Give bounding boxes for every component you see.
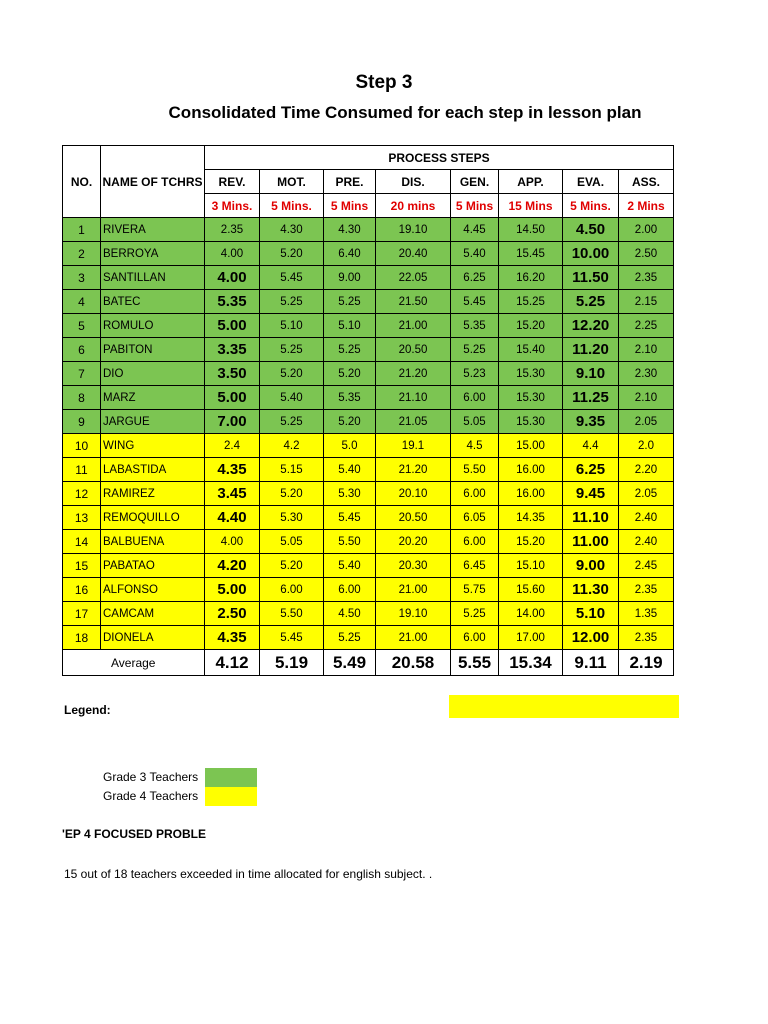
row-number: 2: [63, 242, 101, 266]
time-value: 5.25: [324, 338, 376, 362]
problem-statement: 15 out of 18 teachers exceeded in time allocated for english subject. .: [64, 867, 433, 881]
time-value: 4.00: [205, 266, 260, 290]
time-value: 21.20: [376, 362, 451, 386]
time-value: 2.30: [619, 362, 674, 386]
table-row: [63, 386, 674, 410]
step-header: ASS.: [619, 170, 674, 194]
time-value: 4.45: [451, 218, 499, 242]
time-value: 2.35: [619, 266, 674, 290]
time-value: 14.00: [499, 602, 563, 626]
teacher-name: ROMULO: [101, 314, 205, 338]
time-value: 5.50: [451, 458, 499, 482]
time-value: 5.25: [451, 338, 499, 362]
row-number: 8: [63, 386, 101, 410]
time-value: 15.20: [499, 314, 563, 338]
time-value: 4.5: [451, 434, 499, 458]
legend-label: Legend:: [64, 703, 111, 717]
table-row: [63, 314, 674, 338]
time-value: 21.50: [376, 290, 451, 314]
table-row: [63, 434, 674, 458]
step-header: MOT.: [260, 170, 324, 194]
time-value: 6.00: [260, 578, 324, 602]
time-value: 2.05: [619, 410, 674, 434]
time-value: 2.40: [619, 530, 674, 554]
step-header: REV.: [205, 170, 260, 194]
time-value: 15.40: [499, 338, 563, 362]
time-value: 5.50: [260, 602, 324, 626]
time-value: 5.25: [451, 602, 499, 626]
time-value: 4.2: [260, 434, 324, 458]
time-value: 5.10: [563, 602, 619, 626]
time-value: 2.00: [619, 218, 674, 242]
time-value: 15.00: [499, 434, 563, 458]
teacher-name: REMOQUILLO: [101, 506, 205, 530]
time-value: 4.35: [205, 626, 260, 650]
teacher-name: SANTILLAN: [101, 266, 205, 290]
time-value: 15.30: [499, 410, 563, 434]
time-consumed-table: [62, 145, 674, 676]
time-value: 5.40: [324, 458, 376, 482]
row-number: 1: [63, 218, 101, 242]
no-column-header: NO.: [63, 146, 101, 218]
teacher-name: BATEC: [101, 290, 205, 314]
time-value: 6.45: [451, 554, 499, 578]
table-row: [63, 554, 674, 578]
table-row: [63, 602, 674, 626]
time-value: 19.10: [376, 602, 451, 626]
time-value: 21.00: [376, 578, 451, 602]
time-value: 6.00: [324, 578, 376, 602]
average-value: 5.55: [451, 650, 499, 676]
time-value: 5.00: [205, 314, 260, 338]
time-value: 11.30: [563, 578, 619, 602]
time-value: 5.20: [260, 242, 324, 266]
average-label: Average: [63, 650, 205, 676]
time-value: 22.05: [376, 266, 451, 290]
time-value: 14.50: [499, 218, 563, 242]
time-value: 5.05: [451, 410, 499, 434]
row-number: 14: [63, 530, 101, 554]
time-value: 7.00: [205, 410, 260, 434]
time-value: 5.10: [260, 314, 324, 338]
row-number: 18: [63, 626, 101, 650]
time-value: 21.20: [376, 458, 451, 482]
time-value: 15.30: [499, 386, 563, 410]
allotted-time: 2 Mins: [619, 194, 674, 218]
average-value: 2.19: [619, 650, 674, 676]
table-row: [63, 626, 674, 650]
time-value: 21.05: [376, 410, 451, 434]
allotted-time: 5 Mins: [451, 194, 499, 218]
row-number: 11: [63, 458, 101, 482]
time-value: 2.50: [619, 242, 674, 266]
row-number: 4: [63, 290, 101, 314]
time-value: 5.45: [260, 266, 324, 290]
time-value: 5.35: [451, 314, 499, 338]
row-number: 15: [63, 554, 101, 578]
average-value: 20.58: [376, 650, 451, 676]
row-number: 6: [63, 338, 101, 362]
time-value: 16.00: [499, 482, 563, 506]
time-value: 2.10: [619, 338, 674, 362]
time-value: 20.50: [376, 338, 451, 362]
table-row: [63, 578, 674, 602]
time-value: 5.15: [260, 458, 324, 482]
yellow-highlight-bar: [449, 695, 679, 718]
teacher-name: PABATAO: [101, 554, 205, 578]
allotted-time: 5 Mins.: [260, 194, 324, 218]
time-value: 9.00: [324, 266, 376, 290]
time-value: 15.10: [499, 554, 563, 578]
time-value: 5.40: [451, 242, 499, 266]
table-row: [63, 290, 674, 314]
time-value: 4.20: [205, 554, 260, 578]
time-value: 5.23: [451, 362, 499, 386]
focus-heading: 'EP 4 FOCUSED PROBLE: [62, 827, 206, 841]
time-value: 5.0: [324, 434, 376, 458]
teacher-name: WING: [101, 434, 205, 458]
time-value: 12.20: [563, 314, 619, 338]
teacher-name: JARGUE: [101, 410, 205, 434]
time-value: 5.20: [260, 554, 324, 578]
time-value: 5.50: [324, 530, 376, 554]
time-value: 5.20: [260, 482, 324, 506]
time-value: 2.45: [619, 554, 674, 578]
time-value: 2.20: [619, 458, 674, 482]
teacher-name: DIONELA: [101, 626, 205, 650]
time-value: 14.35: [499, 506, 563, 530]
average-row: [63, 650, 674, 676]
time-value: 6.00: [451, 386, 499, 410]
time-value: 19.10: [376, 218, 451, 242]
table-row: [63, 458, 674, 482]
time-value: 2.35: [619, 578, 674, 602]
time-value: 21.00: [376, 314, 451, 338]
time-value: 5.10: [324, 314, 376, 338]
time-value: 15.60: [499, 578, 563, 602]
time-value: 5.75: [451, 578, 499, 602]
time-value: 4.40: [205, 506, 260, 530]
time-value: 3.45: [205, 482, 260, 506]
time-value: 21.10: [376, 386, 451, 410]
allotted-time: 15 Mins: [499, 194, 563, 218]
time-value: 5.35: [324, 386, 376, 410]
time-value: 16.20: [499, 266, 563, 290]
time-value: 5.45: [324, 506, 376, 530]
table-row: [63, 338, 674, 362]
time-value: 4.50: [324, 602, 376, 626]
page-title: Step 3: [355, 72, 413, 93]
row-number: 5: [63, 314, 101, 338]
row-number: 9: [63, 410, 101, 434]
time-value: 5.00: [205, 578, 260, 602]
time-value: 2.25: [619, 314, 674, 338]
teacher-name: LABASTIDA: [101, 458, 205, 482]
legend-grade4-label: Grade 4 Teachers: [103, 789, 199, 803]
time-value: 5.05: [260, 530, 324, 554]
average-value: 15.34: [499, 650, 563, 676]
time-value: 5.45: [451, 290, 499, 314]
time-value: 17.00: [499, 626, 563, 650]
time-value: 5.25: [260, 338, 324, 362]
table-row: [63, 530, 674, 554]
time-value: 5.20: [324, 362, 376, 386]
row-number: 10: [63, 434, 101, 458]
time-value: 6.25: [451, 266, 499, 290]
time-value: 16.00: [499, 458, 563, 482]
time-value: 5.25: [260, 290, 324, 314]
table-row: [63, 506, 674, 530]
time-value: 2.10: [619, 386, 674, 410]
teacher-name: CAMCAM: [101, 602, 205, 626]
teacher-name: MARZ: [101, 386, 205, 410]
average-value: 4.12: [205, 650, 260, 676]
time-value: 11.50: [563, 266, 619, 290]
average-value: 5.19: [260, 650, 324, 676]
teacher-name: RIVERA: [101, 218, 205, 242]
time-value: 5.25: [324, 626, 376, 650]
row-number: 12: [63, 482, 101, 506]
step-header: EVA.: [563, 170, 619, 194]
time-value: 20.40: [376, 242, 451, 266]
time-value: 6.00: [451, 626, 499, 650]
time-value: 4.00: [205, 530, 260, 554]
time-value: 20.50: [376, 506, 451, 530]
table-row: [63, 410, 674, 434]
time-value: 5.20: [324, 410, 376, 434]
time-value: 5.35: [205, 290, 260, 314]
time-value: 2.05: [619, 482, 674, 506]
step-header: DIS.: [376, 170, 451, 194]
legend-grade3-label: Grade 3 Teachers: [103, 770, 199, 784]
time-value: 2.35: [205, 218, 260, 242]
time-value: 4.4: [563, 434, 619, 458]
time-value: 3.50: [205, 362, 260, 386]
allotted-time: 20 mins: [376, 194, 451, 218]
time-value: 4.30: [260, 218, 324, 242]
step-header: PRE.: [324, 170, 376, 194]
time-value: 5.40: [260, 386, 324, 410]
time-value: 4.30: [324, 218, 376, 242]
time-value: 9.10: [563, 362, 619, 386]
time-value: 5.25: [563, 290, 619, 314]
legend-grade4-swatch: [205, 787, 257, 806]
time-value: 4.50: [563, 218, 619, 242]
process-steps-header: PROCESS STEPS: [205, 146, 674, 170]
teacher-name: ALFONSO: [101, 578, 205, 602]
teacher-name: DIO: [101, 362, 205, 386]
time-value: 9.35: [563, 410, 619, 434]
time-value: 11.10: [563, 506, 619, 530]
time-value: 21.00: [376, 626, 451, 650]
time-value: 9.45: [563, 482, 619, 506]
time-value: 15.25: [499, 290, 563, 314]
time-value: 5.00: [205, 386, 260, 410]
row-number: 3: [63, 266, 101, 290]
allotted-time: 5 Mins.: [563, 194, 619, 218]
time-value: 11.20: [563, 338, 619, 362]
allotted-time: 5 Mins: [324, 194, 376, 218]
row-number: 7: [63, 362, 101, 386]
average-value: 5.49: [324, 650, 376, 676]
row-number: 13: [63, 506, 101, 530]
time-value: 12.00: [563, 626, 619, 650]
time-value: 2.40: [619, 506, 674, 530]
allotted-time: 3 Mins.: [205, 194, 260, 218]
step-header: GEN.: [451, 170, 499, 194]
time-value: 6.40: [324, 242, 376, 266]
time-value: 5.40: [324, 554, 376, 578]
time-value: 1.35: [619, 602, 674, 626]
average-value: 9.11: [563, 650, 619, 676]
time-value: 5.25: [260, 410, 324, 434]
time-value: 20.20: [376, 530, 451, 554]
time-value: 19.1: [376, 434, 451, 458]
table-row: [63, 266, 674, 290]
legend-grade3-swatch: [205, 768, 257, 787]
teacher-name: BALBUENA: [101, 530, 205, 554]
page-subtitle: Consolidated Time Consumed for each step in lesson plan: [168, 103, 642, 122]
time-value: 4.00: [205, 242, 260, 266]
time-value: 2.50: [205, 602, 260, 626]
time-value: 11.00: [563, 530, 619, 554]
teacher-name: BERROYA: [101, 242, 205, 266]
time-value: 4.35: [205, 458, 260, 482]
time-value: 15.20: [499, 530, 563, 554]
table-row: [63, 218, 674, 242]
time-value: 20.10: [376, 482, 451, 506]
step-header: APP.: [499, 170, 563, 194]
teacher-name: PABITON: [101, 338, 205, 362]
time-value: 6.00: [451, 530, 499, 554]
row-number: 17: [63, 602, 101, 626]
table-row: [63, 362, 674, 386]
row-number: 16: [63, 578, 101, 602]
time-value: 5.45: [260, 626, 324, 650]
time-value: 11.25: [563, 386, 619, 410]
teacher-name: RAMIREZ: [101, 482, 205, 506]
time-value: 6.05: [451, 506, 499, 530]
table-row: [63, 242, 674, 266]
time-value: 9.00: [563, 554, 619, 578]
time-value: 2.0: [619, 434, 674, 458]
time-value: 2.15: [619, 290, 674, 314]
time-value: 5.20: [260, 362, 324, 386]
time-value: 15.30: [499, 362, 563, 386]
table-row: [63, 482, 674, 506]
time-value: 2.35: [619, 626, 674, 650]
time-value: 10.00: [563, 242, 619, 266]
time-value: 2.4: [205, 434, 260, 458]
time-value: 15.45: [499, 242, 563, 266]
time-value: 6.25: [563, 458, 619, 482]
time-value: 20.30: [376, 554, 451, 578]
time-value: 5.30: [324, 482, 376, 506]
time-value: 6.00: [451, 482, 499, 506]
time-value: 5.25: [324, 290, 376, 314]
time-value: 5.30: [260, 506, 324, 530]
name-column-header: NAME OF TCHRS: [101, 146, 205, 218]
time-value: 3.35: [205, 338, 260, 362]
